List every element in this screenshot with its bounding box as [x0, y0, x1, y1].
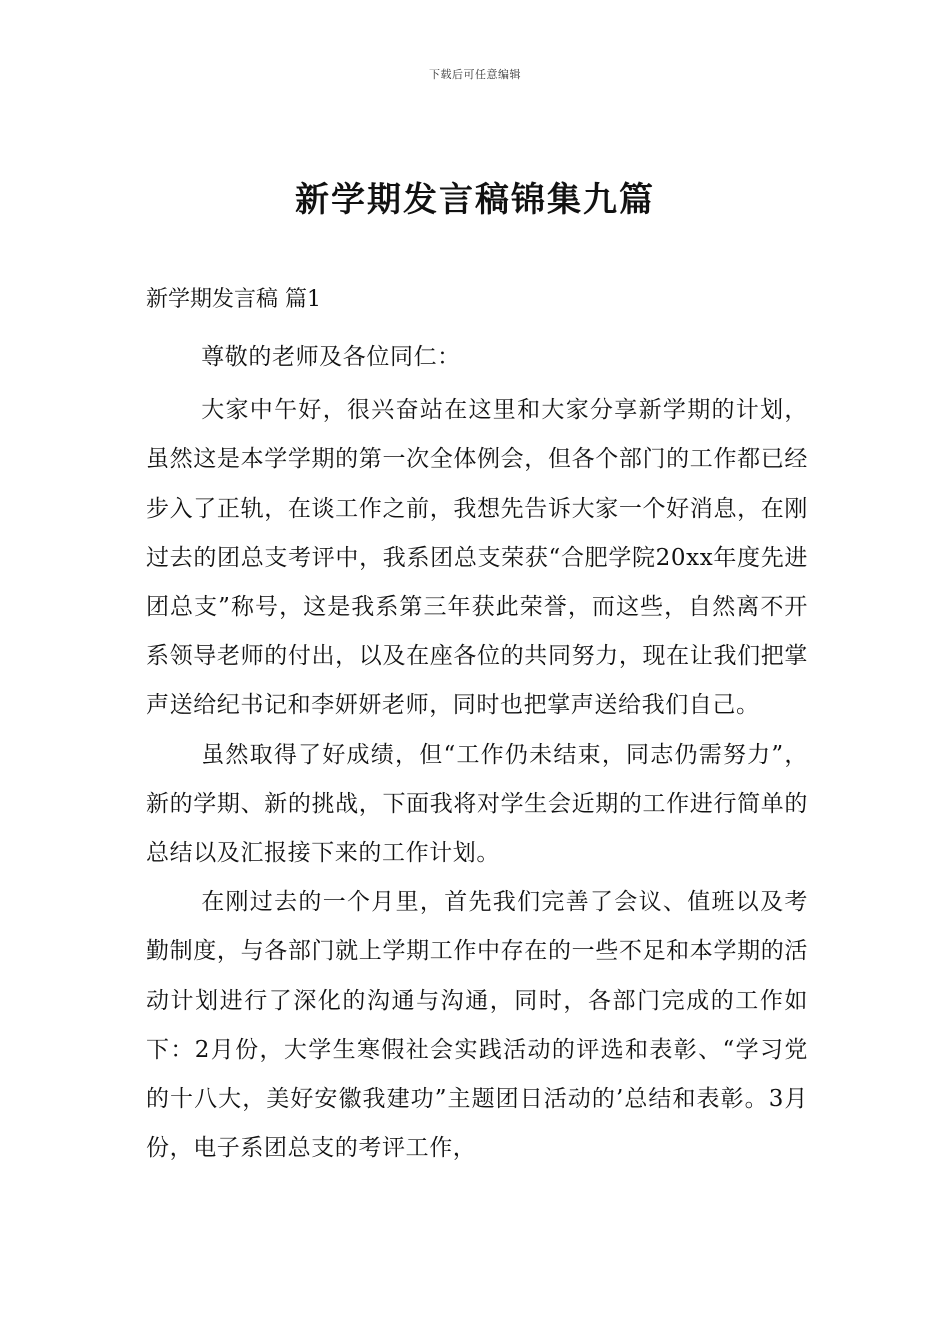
section-heading: 新学期发言稿 篇1 [146, 287, 321, 312]
body-text [146, 333, 808, 1173]
page-title: 新学期发言稿锦集九篇 [295, 180, 655, 220]
paragraph: 大家中午好，很兴奋站在这里和大家分享新学期的计划，虽然这是本学学期的第一次全体例会，但各个部门的工作都已经步入了正轨，在谈工作之前，我想先告诉大家一个好消息，在刚过去的团总支考评中，我系团总支荣获“合肥学院20xx年度先进团总支”称号，这是我系第三年获此荣誉，而这些，自然离不开系领导老师的付出，以及在座各位的共同努力，现在让我们把掌声送给纪书记和李妍妍老师，同时也把掌声送给我们自己。 [146, 397, 808, 719]
paragraph-salutation: 尊敬的老师及各位同仁： [201, 344, 461, 370]
paragraph: 在刚过去的一个月里，首先我们完善了会议、值班以及考勤制度，与各部门就上学期工作中存在的一些不足和本学期的活动计划进行了深化的沟通与沟通，同时，各部门完成的工作如下：2月份，大学生寒假社会实践活动的评选和表彰、“学习党的十八大，美好安徽我建功”主题团日活动的’总结和表彰。3月份，电子系团总支的考评工作， [146, 889, 808, 1162]
paragraph: 虽然取得了好成绩，但“工作仍未结束，同志仍需努力”，新的学期、新的挑战，下面我将对学生会近期的工作进行简单的总结以及汇报接下来的工作计划。 [146, 741, 808, 867]
header-note: 下载后可任意编辑 [429, 68, 521, 81]
